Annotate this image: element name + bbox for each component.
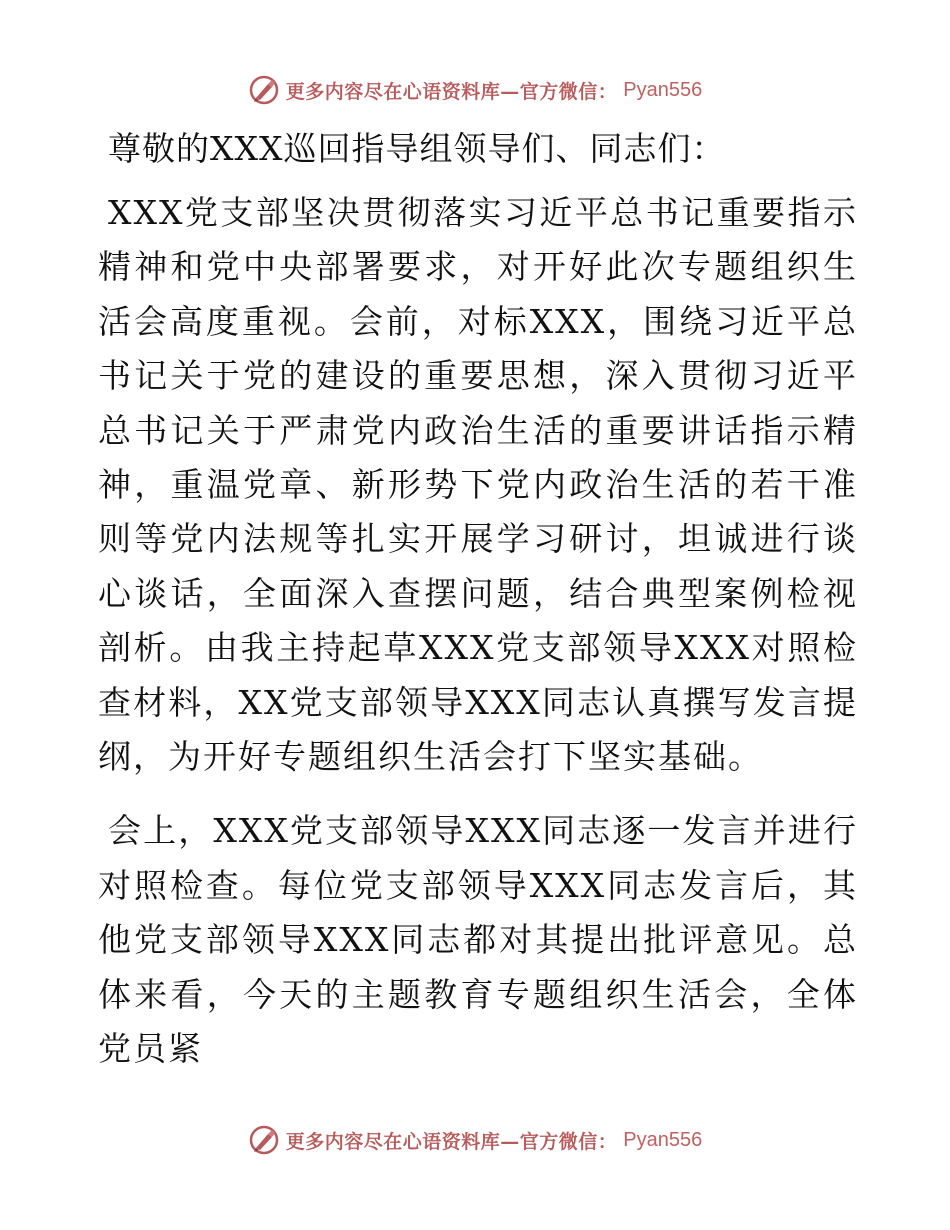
footer-banner-handle: Pyan556 [623,1128,703,1151]
footer-banner [0,1120,950,1160]
header-banner [0,70,950,110]
paragraph-1: XXX党支部坚决贯彻落实习近平总书记重要指示精神和党中央部署要求，对开好此次专题组织生活会高度重视。会前，对标XXX，围绕习近平总书记关于党的建设的重要思想，深入贯彻习近平总书记关于严肃党内政治生活的重要讲话指示精神，重温党章、新形势下党内政治生活的若干准则等党内法规等扎实开展学习研讨，坦诚进行谈心谈话，全面深入查摆问题，结合典型案例检视剖析。由我主持起草XXX党支部领导XXX对照检查材料，XX党支部领导XXX同志认真撰写发言提纲，为开好专题组织生活会打下坚实基础。 [98,193,858,777]
header-banner-text: 更多内容尽在心语资料库—官方微信： [285,80,618,103]
footer-banner-text: 更多内容尽在心语资料库—官方微信： [285,1130,618,1153]
pen-logo-icon [248,74,280,106]
document-body [98,122,858,1097]
salutation: 尊敬的XXX巡回指导组领导们、同志们： [108,129,726,168]
pen-logo-icon [248,1124,280,1156]
header-banner-handle: Pyan556 [623,78,703,101]
paragraph-2: 会上，XXX党支部领导XXX同志逐一发言并进行对照检查。每位党支部领导XXX同志发言后，其他党支部领导XXX同志都对其提出批评意见。总体来看，今天的主题教育专题组织生活会，全体党员紧 [98,811,858,1069]
